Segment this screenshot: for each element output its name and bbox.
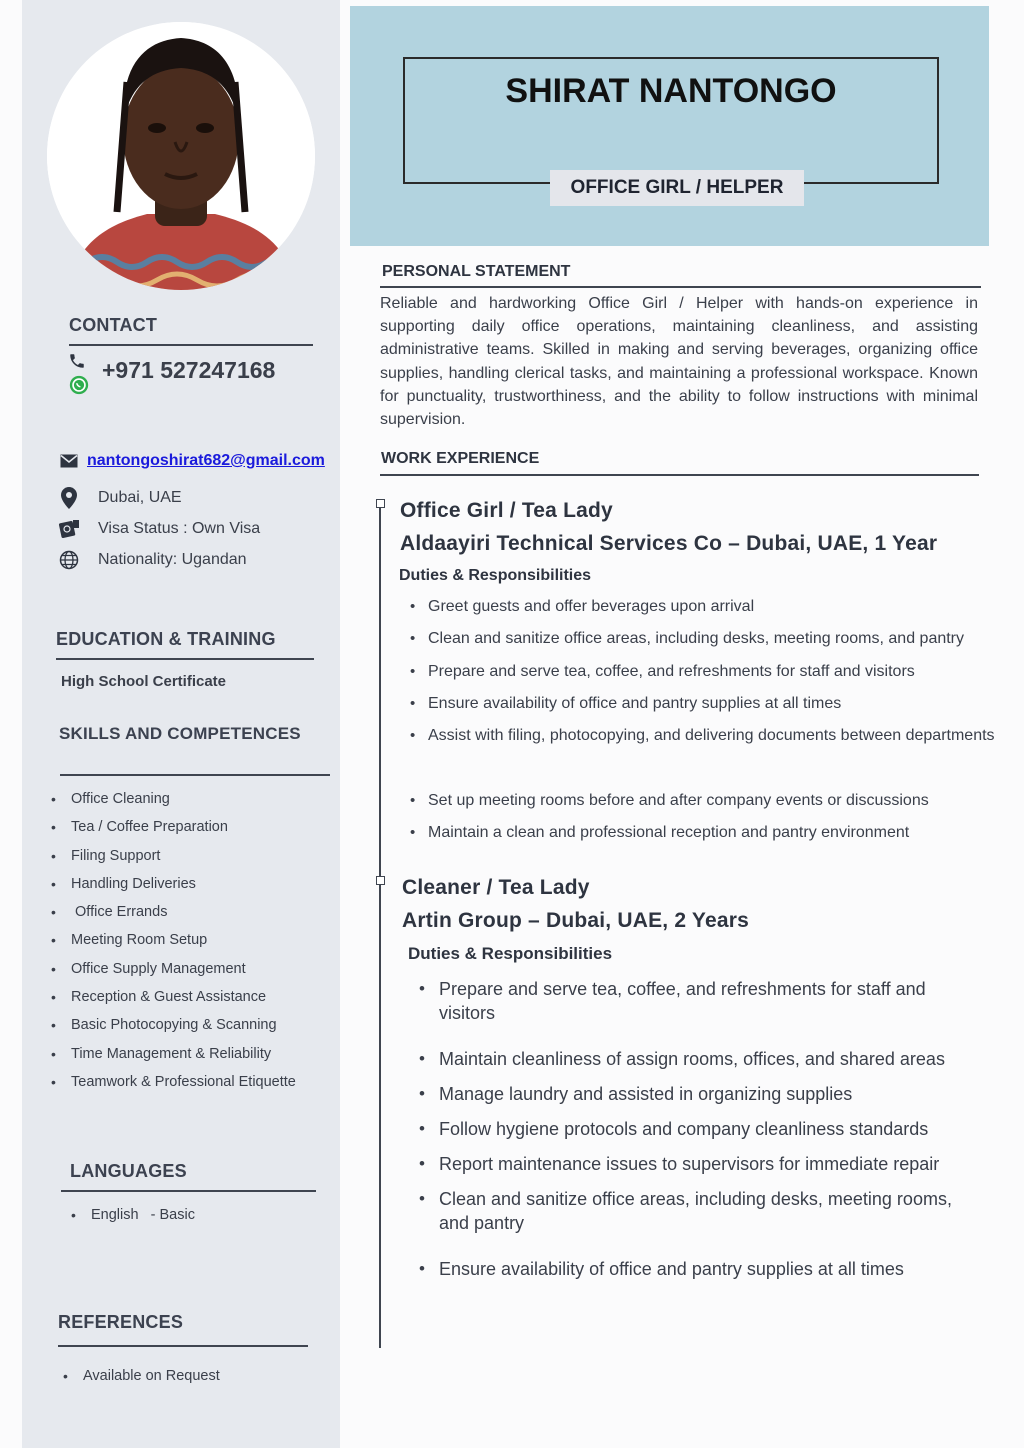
references-heading: REFERENCES (58, 1312, 184, 1332)
list-item: • Basic Photocopying & Scanning (51, 1015, 296, 1043)
contact-heading: CONTACT (69, 315, 158, 335)
job1-duties-list (400, 597, 1000, 855)
map-pin-icon (58, 487, 80, 509)
location-text: Dubai, UAE (98, 489, 182, 506)
list-item: • Maintain cleanliness of assign rooms, offices, and shared areas (407, 1047, 982, 1082)
job-company: Artin Group – Dubai, UAE, 2 Years (402, 909, 749, 932)
list-item: • Handling Deliveries (51, 874, 296, 902)
list-item: • Prepare and serve tea, coffee, and refreshments for staff and visitors (400, 662, 1000, 694)
duties-heading: Duties & Responsibilities (408, 944, 613, 963)
globe-icon (58, 549, 80, 571)
nationality-row (58, 549, 247, 571)
timeline-node (376, 499, 385, 508)
list-item: • Office Cleaning (51, 789, 296, 817)
profile-photo (47, 22, 315, 290)
list-item: • Ensure availability of office and pantry supplies at all times (400, 694, 1000, 726)
list-item: • Report maintenance issues to supervisors for immediate repair (407, 1152, 982, 1187)
passport-icon (58, 518, 80, 540)
list-item: • Set up meeting rooms before and after company events or discussions (400, 791, 1000, 823)
personal-statement: Reliable and hardworking Office Girl / Helper with hands-on experience in supporting daily office operations, maintaining cleanliness, and assisting administrative teams. Skilled in making and serving beverages, organizing office supplies, handling clerical tasks, and maintaining a professional workspace. Known for punctuality, trustworthiness, and the ability to follow instructions with minimal supervision. (380, 295, 978, 429)
candidate-name: SHIRAT NANTONGO (505, 72, 837, 110)
languages-list (71, 1205, 195, 1225)
statement-heading: PERSONAL STATEMENT (382, 263, 571, 280)
list-item: • Office Errands (51, 902, 296, 930)
list-item: • Assist with filing, photocopying, and delivering documents between departments (400, 726, 1000, 791)
whatsapp-icon (68, 374, 90, 401)
list-item: • Prepare and serve tea, coffee, and refreshments for staff and visitors (407, 977, 982, 1047)
job-title: Cleaner / Tea Lady (402, 876, 590, 899)
envelope-icon (58, 450, 80, 472)
job2-duties-list (407, 977, 982, 1292)
references-list (63, 1366, 220, 1386)
timeline-node (376, 876, 385, 885)
list-item: • Time Management & Reliability (51, 1044, 296, 1072)
visa-text: Visa Status : Own Visa (98, 520, 261, 537)
skills-list (51, 789, 296, 1100)
phone-number[interactable]: +971 527247168 (102, 357, 276, 383)
nationality-text: Nationality: Ugandan (98, 551, 247, 568)
skills-divider (60, 774, 330, 776)
list-item: • Filing Support (51, 846, 296, 874)
location-row (58, 487, 182, 509)
education-item: High School Certificate (61, 673, 227, 690)
list-item: • Maintain a clean and professional reception and pantry environment (400, 823, 1000, 855)
job-title: Office Girl / Tea Lady (400, 499, 613, 522)
job-role-tag: OFFICE GIRL / HELPER (550, 170, 804, 206)
contact-divider (69, 344, 313, 346)
timeline-line (379, 500, 381, 1348)
experience-divider (380, 474, 979, 476)
list-item: • Clean and sanitize office areas, including desks, meeting rooms, and pantry (407, 1187, 982, 1257)
education-heading: EDUCATION & TRAINING (56, 629, 276, 649)
list-item: • Clean and sanitize office areas, including desks, meeting rooms, and pantry (400, 629, 1000, 661)
list-item: • Meeting Room Setup (51, 930, 296, 958)
list-item: • Follow hygiene protocols and company cleanliness standards (407, 1117, 982, 1152)
languages-divider (61, 1190, 316, 1192)
list-item: • Reception & Guest Assistance (51, 987, 296, 1015)
list-item: • Ensure availability of office and pantry supplies at all times (407, 1257, 982, 1292)
list-item: • English - Basic (71, 1205, 195, 1225)
list-item: • Available on Request (63, 1366, 220, 1386)
visa-row (58, 518, 260, 540)
list-item: • Office Supply Management (51, 959, 296, 987)
languages-heading: LANGUAGES (70, 1161, 187, 1181)
education-divider (56, 658, 314, 660)
skills-heading: SKILLS AND COMPETENCES (59, 724, 301, 743)
references-divider (58, 1345, 308, 1347)
list-item: • Manage laundry and assisted in organizing supplies (407, 1082, 982, 1117)
email-row (58, 450, 325, 472)
statement-divider (380, 286, 981, 288)
phone-icon (68, 352, 86, 375)
experience-heading: WORK EXPERIENCE (381, 450, 540, 467)
list-item: • Tea / Coffee Preparation (51, 817, 296, 845)
list-item: • Teamwork & Professional Etiquette (51, 1072, 296, 1100)
job-company: Aldaayiri Technical Services Co – Dubai, UAE, 1 Year (400, 532, 938, 555)
list-item: • Greet guests and offer beverages upon arrival (400, 597, 1000, 629)
duties-heading: Duties & Responsibilities (399, 567, 592, 584)
email-link[interactable]: nantongoshirat682@gmail.com (87, 452, 325, 469)
